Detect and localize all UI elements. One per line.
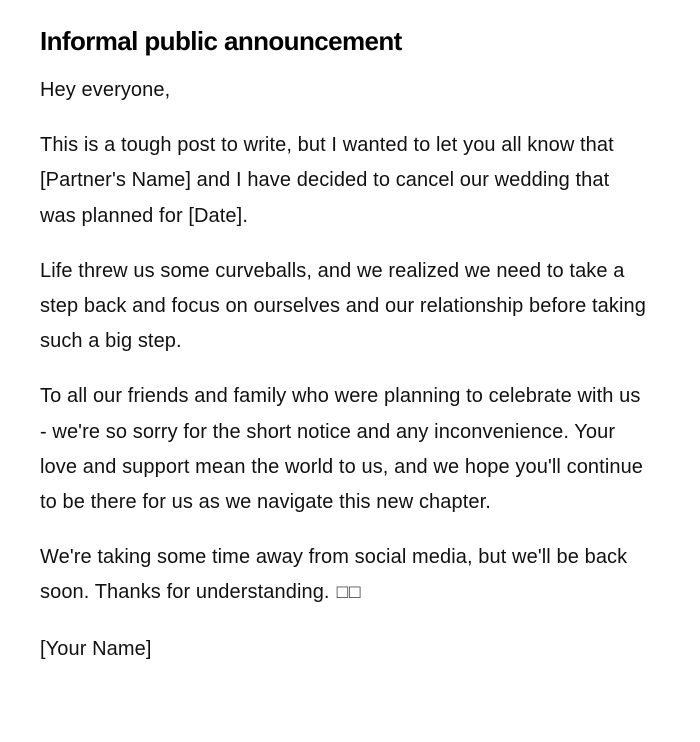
reason-paragraph: Life threw us some curveballs, and we realized we need to take a step back and focus on ourselves and our relationship before taking such a big step. [40, 259, 646, 353]
document-title: Informal public announcement [40, 26, 402, 56]
cancellation-paragraph: This is a tough post to write, but I wanted to let you all know that [Partner's Name] and I have decided to cancel our wedding that was planned for [Date]. [40, 134, 614, 227]
closing-paragraph [40, 540, 650, 611]
emoji-icon: ☐☐ [335, 585, 360, 603]
signature: [Your Name] [40, 637, 152, 660]
announcement-document [40, 22, 650, 687]
closing-text: We're taking some time away from social media, but we'll be back soon. Thanks for understanding. [40, 546, 628, 604]
greeting-paragraph: Hey everyone, [40, 79, 171, 101]
apology-paragraph: To all our friends and family who were planning to celebrate with us - we're so sorry for the short notice and any inconvenience. Your love and support mean the world to us, and we hope you'll continue to be there for us as we navigate this new chapter. [40, 385, 644, 514]
